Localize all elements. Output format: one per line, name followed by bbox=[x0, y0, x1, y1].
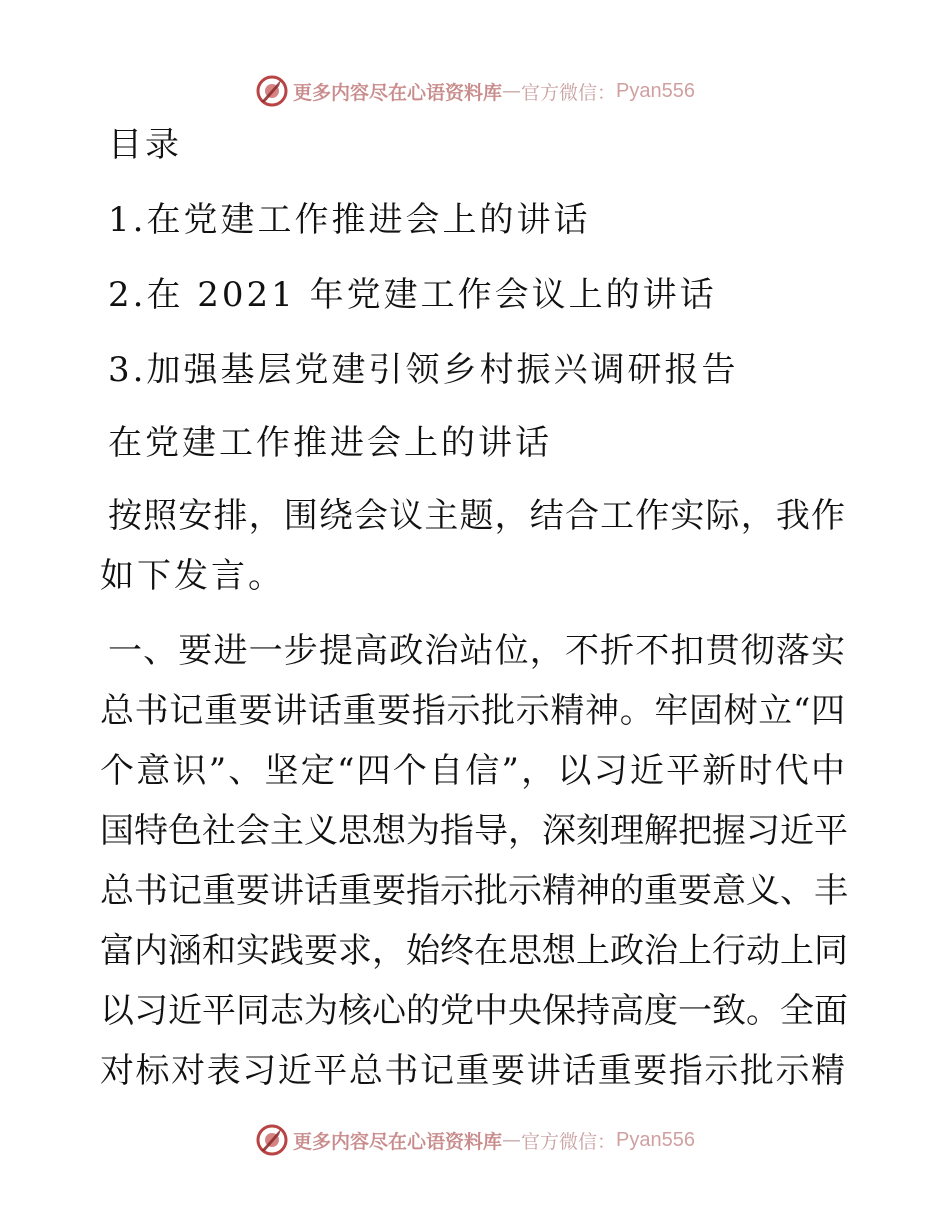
section1-line-2: 总书记重要讲话重要指示批示精神。牢固树立“四 bbox=[100, 691, 845, 731]
section1-line-4: 国特色社会主义思想为指导，深刻理解把握习近平 bbox=[100, 811, 848, 851]
footer-watermark-banner bbox=[0, 1120, 950, 1160]
intro-line-1: 按照安排，围绕会议主题，结合工作实际，我作 bbox=[108, 496, 845, 536]
section1-line-5: 总书记重要讲话重要指示批示精神的重要意义、丰 bbox=[100, 871, 848, 911]
article-title: 在党建工作推进会上的讲话 bbox=[108, 423, 552, 463]
wechat-id: Pyan556 bbox=[616, 79, 695, 102]
section1-line-8: 对标对表习近平总书记重要讲话重要指示批示精 bbox=[100, 1051, 845, 1091]
wechat-label: 官方微信： bbox=[521, 81, 617, 104]
wechat-label: 官方微信： bbox=[521, 1130, 617, 1153]
wechat-id: Pyan556 bbox=[616, 1128, 695, 1151]
toc-title: 目录 bbox=[108, 125, 182, 165]
banner-separator: — bbox=[502, 80, 522, 102]
intro-line-2: 如下发言。 bbox=[100, 556, 285, 596]
section1-line-3: 个意识”、坚定“四个自信”，以习近平新时代中 bbox=[100, 751, 845, 791]
brand-text: 更多内容尽在心语资料库 bbox=[293, 81, 503, 104]
banner-separator: — bbox=[502, 1129, 522, 1151]
section1-line-6: 富内涵和实践要求，始终在思想上政治上行动上同 bbox=[100, 931, 848, 971]
toc-item-3: 3.加强基层党建引领乡村振兴调研报告 bbox=[108, 350, 739, 390]
section1-line-7: 以习近平同志为核心的党中央保持高度一致。全面 bbox=[100, 991, 848, 1031]
section1-line-1: 一、要进一步提高政治站位，不折不扣贯彻落实 bbox=[108, 631, 845, 671]
brand-logo-icon bbox=[255, 74, 289, 108]
toc-item-1: 1.在党建工作推进会上的讲话 bbox=[108, 200, 591, 240]
header-watermark-banner bbox=[0, 71, 950, 111]
toc-item-2: 2.在 2021 年党建工作会议上的讲话 bbox=[108, 275, 717, 315]
brand-logo-icon bbox=[255, 1123, 289, 1157]
brand-text: 更多内容尽在心语资料库 bbox=[293, 1130, 503, 1153]
